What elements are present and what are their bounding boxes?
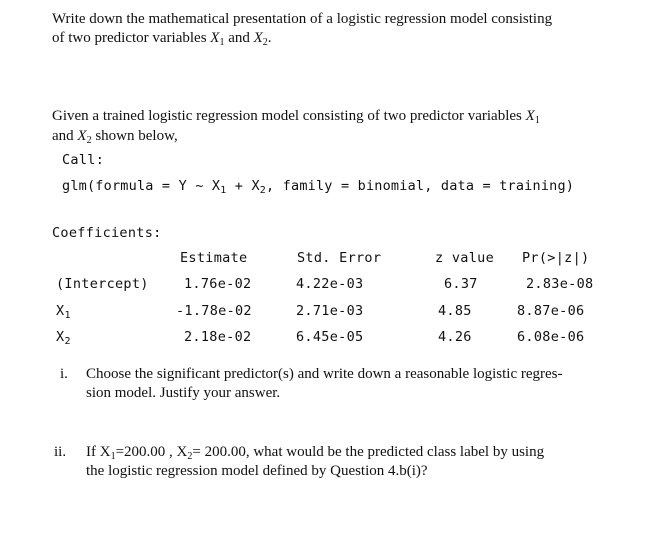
cell-std-error: 2.71e-03 — [296, 303, 364, 319]
cell-estimate: 1.76e-02 — [184, 276, 252, 292]
sub-question-ii-line-2: the logistic regression model defined by Question 4.b(i)? — [86, 463, 428, 479]
call-label: Call: — [62, 152, 105, 168]
cell-z-value: 4.26 — [438, 329, 472, 345]
header-z-value: z value — [435, 250, 494, 266]
sub-question-ii-line-1: If $X_1=200.00$ , $X_2= 200.00$, what would be the predicted class label by using — [86, 444, 545, 462]
question-a-line-1: Write down the mathematical presentation of a logistic regression model consisting — [52, 11, 553, 27]
cell-z-value: 4.85 — [438, 303, 472, 319]
cell-p-value: 2.83e-08 — [526, 276, 594, 292]
header-estimate: Estimate — [180, 250, 248, 266]
coefficients-label: Coefficients: — [52, 225, 162, 241]
call-formula: glm(formula = Y ~ $X_1 + X_2$, family = binomial, data = training) — [62, 178, 575, 196]
cell-z-value: 6.37 — [444, 276, 478, 292]
sub-question-i-number: i. — [60, 366, 68, 382]
cell-estimate: -1.78e-02 — [176, 303, 252, 319]
cell-p-value: 8.87e-06 — [517, 303, 585, 319]
row-name: $X_2$ — [56, 329, 71, 347]
cell-p-value: 6.08e-06 — [517, 329, 585, 345]
header-std-error: Std. Error — [297, 250, 382, 266]
cell-estimate: 2.18e-02 — [184, 329, 252, 345]
sub-question-ii-number: ii. — [54, 444, 67, 460]
question-b-line-1: Given a trained logistic regression model consisting of two predictor variables $X_1$ — [52, 108, 540, 126]
sub-question-i-line-2: sion model. Justify your answer. — [86, 385, 281, 401]
cell-std-error: 4.22e-03 — [296, 276, 364, 292]
sub-question-i-line-1: Choose the significant predictor(s) and write down a reasonable logistic regres- — [86, 366, 563, 382]
question-b-line-2: and $X_2$ shown below, — [52, 128, 178, 146]
question-a-line-2: of two predictor variables $X_1$ and $X_2$. — [52, 30, 272, 48]
row-name: (Intercept) — [56, 276, 149, 292]
cell-std-error: 6.45e-05 — [296, 329, 364, 345]
header-p-value: Pr(>|z|) — [522, 250, 590, 266]
row-name: $X_1$ — [56, 303, 71, 321]
